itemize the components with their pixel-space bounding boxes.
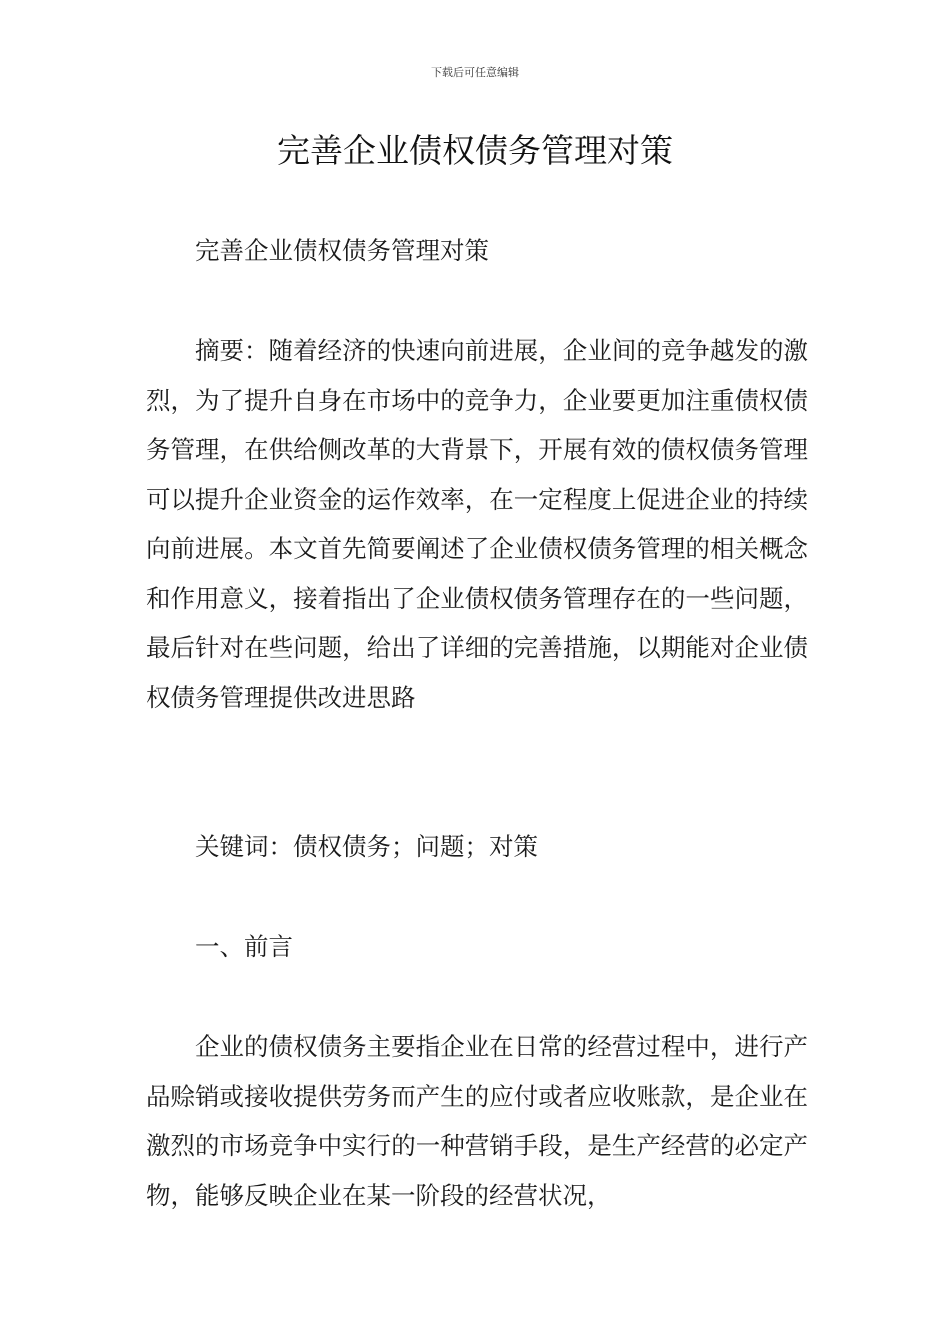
keywords-paragraph: 关键词：债权债务；问题；对策 <box>195 832 538 861</box>
section-heading-preface: 一、前言 <box>195 932 293 961</box>
subtitle-paragraph: 完善企业债权债务管理对策 <box>195 236 489 265</box>
document-title: 完善企业债权债务管理对策 <box>277 131 673 170</box>
page-header-note: 下载后可任意编辑 <box>431 66 519 79</box>
intro-paragraph: 企业的债权债务主要指企业在日常的经营过程中，进行产品赊销或接收提供劳务而产生的应付或者应收账款，是企业在激烈的市场竞争中实行的一种营销手段，是生产经营的必定产物，能够反映企业在某一阶段的经营状况， <box>146 1032 808 1210</box>
abstract-paragraph: 摘要：随着经济的快速向前进展，企业间的竞争越发的激烈，为了提升自身在市场中的竞争力，企业要更加注重债权债务管理，在供给侧改革的大背景下，开展有效的债权债务管理可以提升企业资金的运作效率，在一定程度上促进企业的持续向前进展。本文首先简要阐述了企业债权债务管理的相关概念和作用意义，接着指出了企业债权债务管理存在的一些问题，最后针对在些问题，给出了详细的完善措施，以期能对企业债权债务管理提供改进思路 <box>146 336 808 712</box>
